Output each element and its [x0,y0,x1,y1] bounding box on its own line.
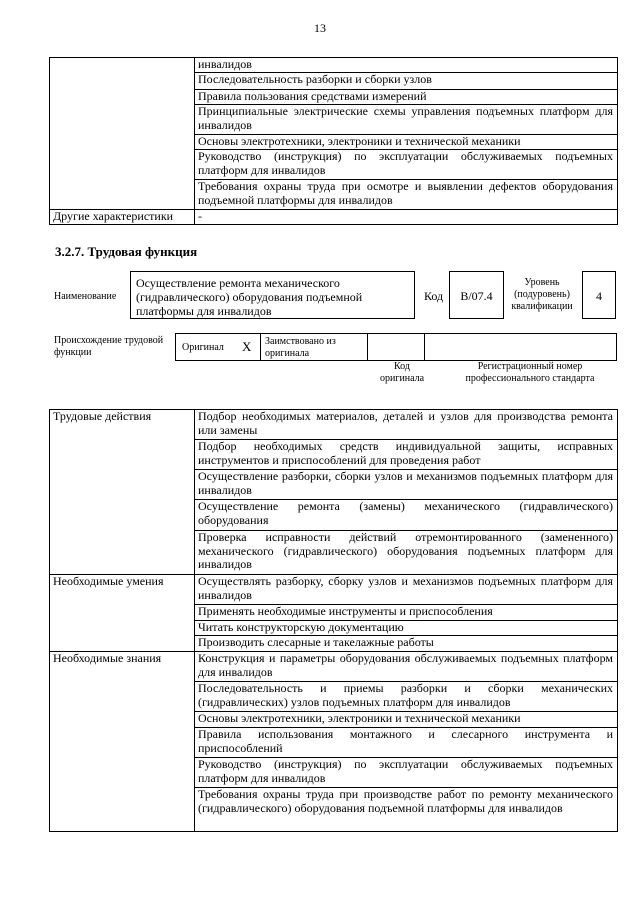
level-value: 4 [582,271,616,319]
section-heading: 3.2.7. Трудовая функция [55,244,198,259]
row-label: Трудовые действия [50,410,195,575]
table-row [50,575,618,605]
name-label: Наименование [54,291,117,302]
row-text: Требования охраны труда при производстве работ по ремонту механического (гидравлического) оборудования подъемной платформы для инвалидов [195,788,618,832]
row-label [50,58,195,210]
row-label: Необходимые знания [50,652,195,832]
row-text: Читать конструкторскую документацию [195,621,618,636]
origin-code-caption: Код оригинала [380,361,425,384]
row-text: Применять необходимые инструменты и приспособления [195,605,618,621]
knowledge-table-continued [49,57,618,225]
function-name-value: Осуществление ремонта механического (гидравлического) оборудования подъемной платформы для инвалидов [130,271,415,319]
origin-label: Происхождение трудовой функции [54,335,164,358]
level-label: Уровень (подуровень) квалификации [511,277,573,312]
row-label: Другие характеристики [50,210,195,225]
table-row [50,410,618,440]
row-text: Конструкция и параметры оборудования обслуживаемых подъемных платформ для инвалидов [195,652,618,682]
labor-function-table [49,409,618,832]
page-number: 13 [314,21,326,35]
table-row [50,58,618,73]
table-row [50,652,618,682]
original-mark: X [242,339,252,354]
row-text: Руководство (инструкция) по эксплуатации обслуживаемых подъемных платформ для инвалидов [195,150,618,180]
row-text: Производить слесарные и такелажные работы [195,636,618,652]
row-text: Последовательность и приемы разборки и сборки механических (гидравлических) узлов подъемных платформ для инвалидов [195,682,618,712]
row-text: - [195,210,618,225]
row-text: Принципиальные электрические схемы управления подъемных платформ для инвалидов [195,105,618,135]
function-code-value: В/07.4 [449,271,504,319]
row-text: Осуществление разборки, сборки узлов и механизмов подъемных платформ для инвалидов [195,470,618,500]
origin-code-box [367,333,425,361]
row-text: Подбор необходимых средств индивидуальной защиты, исправных инструментов и приспособлений для проведения работ [195,440,618,470]
row-text: Основы электротехники, электроники и технической механики [195,712,618,728]
row-text: Правила пользования средствами измерений [195,90,618,105]
borrowed-label: Заимствовано из оригинала [260,333,368,361]
row-text: Руководство (инструкция) по эксплуатации обслуживаемых подъемных платформ для инвалидов [195,758,618,788]
table-row [50,210,618,225]
row-text: Требования охраны труда при осмотре и выявлении дефектов оборудования подъемной платформы для инвалидов [195,180,618,210]
original-label: Оригинал [182,342,224,353]
row-text: Подбор необходимых материалов, деталей и узлов для производства ремонта или замены [195,410,618,440]
code-label: Код [424,289,444,303]
row-text: Осуществление ремонта (замены) механического (гидравлического) оборудования [195,500,618,531]
row-text: Проверка исправности действий отремонтированного (замененного) механического (гидравлического) оборудования подъемных платформ для инвалидов [195,531,618,575]
registration-number-caption: Регистрационный номер профессионального стандарта [465,361,595,384]
row-text: Последовательность разборки и сборки узлов [195,73,618,90]
row-text: Основы электротехники, электроники и технической механики [195,135,618,150]
row-label: Необходимые умения [50,575,195,652]
row-text: Правила использования монтажного и слесарного инструмента и приспособлений [195,728,618,758]
original-box [175,333,261,361]
row-text: инвалидов [195,58,618,73]
row-text: Осуществлять разборку, сборку узлов и механизмов подъемных платформ для инвалидов [195,575,618,605]
registration-number-box [424,333,617,361]
